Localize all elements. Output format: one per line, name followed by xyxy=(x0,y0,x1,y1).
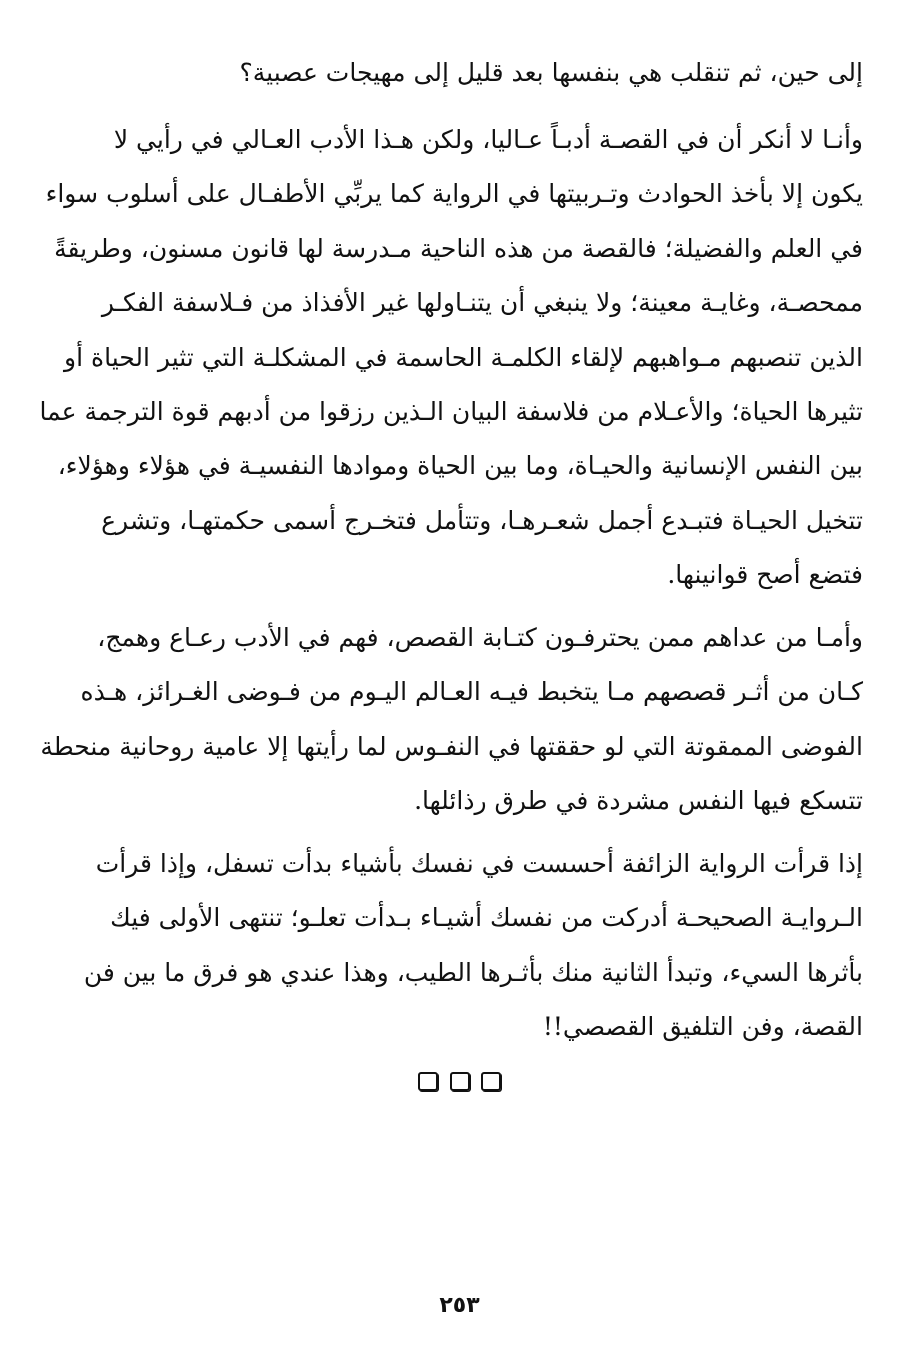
paragraph-story-writers xyxy=(40,611,863,829)
paragraph-conclusion xyxy=(83,837,863,1055)
text-line: إلى حين، ثم تنقلب هي بنفسها بعد قليل إلى مهيجات عصبية؟ xyxy=(239,58,863,87)
paragraph-intro xyxy=(118,46,863,100)
paragraph-literature xyxy=(39,113,863,603)
text-line: بين النفس الإنسانية والحيـاة، وما بين الحياة وموادها النفسيـة في هؤلاء وهؤلاء، xyxy=(57,451,863,481)
text-line: كـان من أثـر قصصهم مـا يتخبط فيـه العـالم اليـوم من فـوضى الغـرائز، هـذه xyxy=(80,677,863,707)
text-line: إذا قرأت الرواية الزائفة أحسست في نفسك بأشياء بدأت تسفل، وإذا قرأت xyxy=(95,849,863,878)
text-line: في العلم والفضيلة؛ فالقصة من هذه الناحية مـدرسة لها قانون مسنون، وطريقةً xyxy=(54,233,863,263)
section-end-marks xyxy=(0,1072,919,1095)
square-ornament-icon xyxy=(418,1072,438,1091)
text-line: تثيرها الحياة؛ والأعـلام من فلاسفة البيان الـذين رزقوا من أدبهم قوة الترجمة عما xyxy=(39,396,863,426)
text-line: القصة، وفن التلفيق القصصي!! xyxy=(542,1012,863,1042)
text-line: الفوضى الممقوتة التي لو حققتها في النفـوس لما رأيتها إلا عامية روحانية منحطة xyxy=(40,731,863,761)
text-line: فتضع أصح قوانينها. xyxy=(667,560,863,590)
text-line: وأنـا لا أنكر أن في القصـة أدبـاً عـاليا، ولكن هـذا الأدب العـالي في رأيي لا xyxy=(113,125,863,154)
text-line: الـروايـة الصحيحـة أدركت من نفسك أشيـاء بـدأت تعلـو؛ تنتهى الأولى فيك xyxy=(110,903,863,933)
text-line: يكون إلا بأخذ الحوادث وتـربيتها في الرواية كما يربِّي الأطفـال على أسلوب سواء xyxy=(45,179,863,209)
text-line: ممحصـة، وغايـة معينة؛ ولا ينبغي أن يتنـاولها غير الأفذاذ من فـلاسفة الفكـر xyxy=(101,288,863,318)
text-line: الذين تنصبهم مـواهبهم لإلقاء الكلمـة الحاسمة في المشكلـة التي تثير الحياة أو xyxy=(64,342,863,372)
text-line: بأثرها السيء، وتبدأ الثانية منك بأثـرها الطيب، وهذا عندي هو فرق ما بين فن xyxy=(83,957,863,987)
square-ornament-icon xyxy=(481,1072,501,1091)
text-line: تتسكع فيها النفس مشردة في طرق رذائلها. xyxy=(414,786,863,816)
square-ornament-icon xyxy=(450,1072,470,1091)
page-number: ٢٥٣ xyxy=(439,1293,480,1318)
text-line: تتخيل الحيـاة فتبـدع أجمل شعـرهـا، وتتأمل فتخـرج أسمى حكمتهـا، وتشرع xyxy=(101,505,863,535)
text-line: وأمـا من عداهم ممن يحترفـون كتـابة القصص، فهم في الأدب رعـاع وهمج، xyxy=(97,623,863,652)
